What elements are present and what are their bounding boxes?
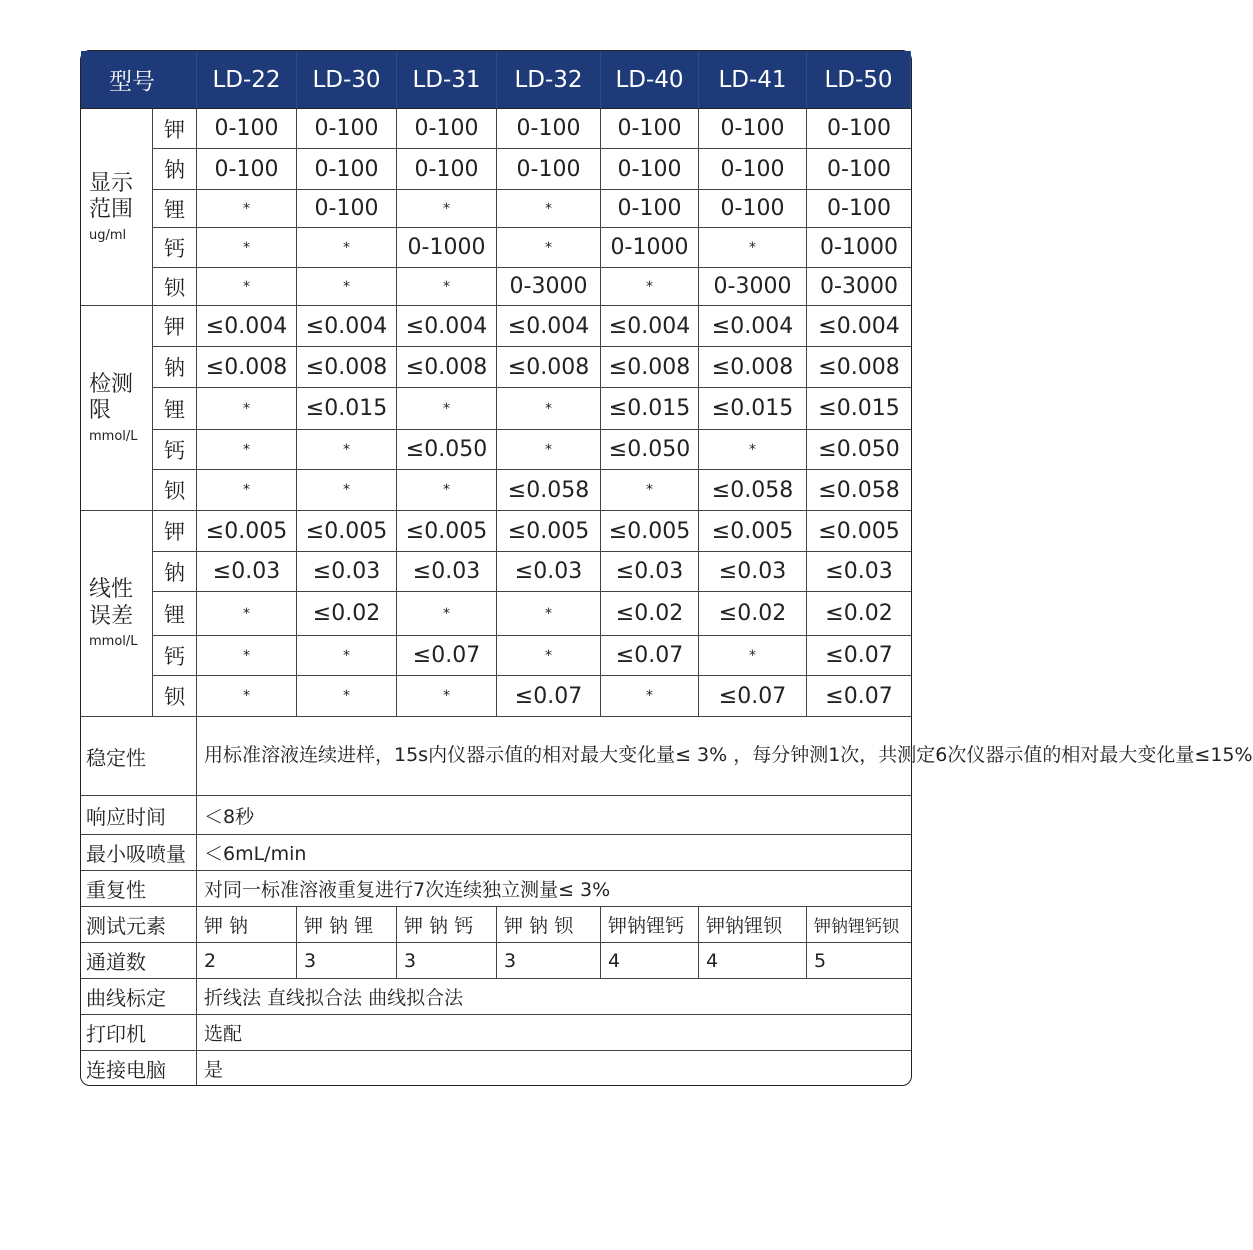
model-header: LD-41 — [699, 51, 807, 109]
spec-cell: 钾钠锂钡 — [699, 907, 807, 943]
element-label: 钙 — [153, 636, 197, 676]
spec-value: 对同一标准溶液重复进行7次连续独立测量≤ 3% — [197, 871, 911, 907]
group-unit: ug/ml — [89, 227, 127, 243]
value-cell: ≤0.02 — [297, 592, 397, 636]
table-row — [81, 228, 911, 268]
value-cell: ≤0.004 — [497, 306, 601, 347]
value-cell: 0-100 — [699, 109, 807, 149]
value-cell: ≤0.008 — [699, 347, 807, 388]
spec-row-pc-connection — [81, 1051, 911, 1085]
spec-cell: 钾钠锂钙 — [601, 907, 699, 943]
spec-value: ＜8秒 — [197, 796, 911, 835]
spec-cell: 钾 钠 钙 — [397, 907, 497, 943]
table-row — [81, 511, 911, 552]
value-cell: ≤0.008 — [601, 347, 699, 388]
value-cell: ≤0.03 — [601, 552, 699, 592]
value-cell: * — [397, 388, 497, 430]
model-header: LD-32 — [497, 51, 601, 109]
value-cell: * — [197, 228, 297, 268]
value-cell: ≤0.058 — [699, 470, 807, 511]
value-cell: ≤0.07 — [397, 636, 497, 676]
spec-value: 用标准溶液连续进样，15s内仪器示值的相对最大变化量≤ 3% ，每分钟测1次，共测定6次仪器示值的相对最大变化量≤15% — [197, 717, 911, 796]
group-title: 限 — [89, 398, 112, 424]
value-cell: * — [197, 592, 297, 636]
value-cell: ≤0.015 — [297, 388, 397, 430]
value-cell: 0-100 — [601, 149, 699, 190]
value-cell: ≤0.005 — [297, 511, 397, 552]
value-cell: * — [699, 228, 807, 268]
value-cell: ≤0.008 — [497, 347, 601, 388]
value-cell: * — [297, 470, 397, 511]
value-cell: * — [601, 268, 699, 306]
value-cell: * — [297, 430, 397, 470]
value-cell: ≤0.050 — [807, 430, 911, 470]
group-title: 范围 — [89, 197, 134, 223]
value-cell: 0-100 — [699, 149, 807, 190]
table-row — [81, 268, 911, 306]
value-cell: 0-100 — [497, 149, 601, 190]
value-cell: 0-100 — [699, 190, 807, 228]
value-cell: ≤0.07 — [807, 676, 911, 717]
value-cell: 0-100 — [397, 149, 497, 190]
table-row — [81, 592, 911, 636]
model-header: LD-40 — [601, 51, 699, 109]
spec-value: 折线法 直线拟合法 曲线拟合法 — [197, 979, 911, 1015]
element-label: 钙 — [153, 430, 197, 470]
group-unit: mmol/L — [89, 428, 138, 444]
spec-cell: 钾 钠 钡 — [497, 907, 601, 943]
spec-row-curve-calibration — [81, 979, 911, 1015]
value-cell: 0-100 — [807, 149, 911, 190]
spec-cell: 5 — [807, 943, 911, 979]
value-cell: * — [297, 636, 397, 676]
spec-cell: 2 — [197, 943, 297, 979]
spec-label: 连接电脑 — [81, 1051, 197, 1085]
value-cell: 0-100 — [297, 190, 397, 228]
value-cell: * — [397, 470, 497, 511]
value-cell: * — [197, 268, 297, 306]
value-cell: ≤0.015 — [699, 388, 807, 430]
value-cell: * — [601, 676, 699, 717]
value-cell: ≤0.008 — [397, 347, 497, 388]
spec-label: 通道数 — [81, 943, 197, 979]
value-cell: * — [699, 430, 807, 470]
value-cell: ≤0.008 — [297, 347, 397, 388]
value-cell: * — [297, 268, 397, 306]
value-cell: ≤0.005 — [497, 511, 601, 552]
value-cell: * — [297, 228, 397, 268]
value-cell: * — [297, 676, 397, 717]
spec-label: 测试元素 — [81, 907, 197, 943]
spec-label: 曲线标定 — [81, 979, 197, 1015]
value-cell: 0-100 — [197, 109, 297, 149]
spec-cell: 3 — [297, 943, 397, 979]
group-title: 检测 — [89, 371, 134, 397]
value-cell: 0-1000 — [601, 228, 699, 268]
table-row — [81, 388, 911, 430]
element-label: 锂 — [153, 388, 197, 430]
element-label: 锂 — [153, 592, 197, 636]
value-cell: 0-1000 — [397, 228, 497, 268]
value-cell: * — [497, 592, 601, 636]
spec-value: 选配 — [197, 1015, 911, 1051]
model-header: LD-22 — [197, 51, 297, 109]
value-cell: * — [397, 190, 497, 228]
value-cell: ≤0.03 — [397, 552, 497, 592]
spec-label: 稳定性 — [81, 717, 197, 796]
value-cell: * — [197, 388, 297, 430]
value-cell: ≤0.004 — [197, 306, 297, 347]
value-cell: 0-100 — [807, 190, 911, 228]
value-cell: ≤0.005 — [699, 511, 807, 552]
element-label: 钡 — [153, 268, 197, 306]
table-row — [81, 149, 911, 190]
value-cell: ≤0.004 — [601, 306, 699, 347]
value-cell: * — [197, 636, 297, 676]
spec-cell: 钾钠锂钙钡 — [807, 907, 911, 943]
element-label: 锂 — [153, 190, 197, 228]
table-row — [81, 636, 911, 676]
value-cell: * — [397, 676, 497, 717]
value-cell: ≤0.008 — [197, 347, 297, 388]
value-cell: ≤0.008 — [807, 347, 911, 388]
model-header: LD-50 — [807, 51, 911, 109]
spec-row-stability — [81, 717, 911, 796]
value-cell: ≤0.07 — [601, 636, 699, 676]
value-cell: 0-100 — [807, 109, 911, 149]
spec-row-channels — [81, 943, 911, 979]
value-cell: 0-3000 — [497, 268, 601, 306]
table-row — [81, 347, 911, 388]
table-row — [81, 552, 911, 592]
group-title: 线性 — [89, 577, 134, 603]
value-cell: * — [197, 470, 297, 511]
group-label — [81, 109, 153, 306]
spec-table — [80, 50, 1253, 1086]
spec-row-test-elements — [81, 907, 911, 943]
value-cell: ≤0.050 — [601, 430, 699, 470]
value-cell: ≤0.07 — [699, 676, 807, 717]
value-cell: ≤0.02 — [601, 592, 699, 636]
value-cell: * — [197, 430, 297, 470]
spec-label: 响应时间 — [81, 796, 197, 835]
table-row — [81, 470, 911, 511]
value-cell: 0-1000 — [807, 228, 911, 268]
group-label — [81, 511, 153, 717]
value-cell: 0-100 — [601, 109, 699, 149]
value-cell: ≤0.050 — [397, 430, 497, 470]
spec-row-repeatability — [81, 871, 911, 907]
table-row — [81, 676, 911, 717]
element-label: 钾 — [153, 511, 197, 552]
value-cell: ≤0.03 — [807, 552, 911, 592]
value-cell: ≤0.03 — [197, 552, 297, 592]
element-label: 钾 — [153, 109, 197, 149]
spec-cell: 钾 钠 锂 — [297, 907, 397, 943]
value-cell: * — [601, 470, 699, 511]
spec-cell: 4 — [601, 943, 699, 979]
spec-value: 是 — [204, 1058, 224, 1081]
group-title: 误差 — [89, 603, 134, 629]
table-row — [81, 109, 911, 149]
element-label: 钙 — [153, 228, 197, 268]
value-cell: * — [497, 228, 601, 268]
spec-cell: 4 — [699, 943, 807, 979]
value-cell: 0-100 — [297, 109, 397, 149]
value-cell: ≤0.015 — [807, 388, 911, 430]
value-cell: ≤0.058 — [497, 470, 601, 511]
spec-label: 重复性 — [81, 871, 197, 907]
element-label: 钠 — [153, 149, 197, 190]
value-cell: ≤0.03 — [497, 552, 601, 592]
table-row — [81, 430, 911, 470]
value-cell: * — [497, 190, 601, 228]
value-cell: ≤0.004 — [699, 306, 807, 347]
value-cell: ≤0.02 — [699, 592, 807, 636]
value-cell: * — [497, 636, 601, 676]
model-header: LD-31 — [397, 51, 497, 109]
value-cell: 0-100 — [601, 190, 699, 228]
value-cell: * — [397, 592, 497, 636]
spec-row-min-suction — [81, 835, 911, 871]
model-header: LD-30 — [297, 51, 397, 109]
value-cell: ≤0.07 — [497, 676, 601, 717]
element-label: 钡 — [153, 470, 197, 511]
value-cell: * — [497, 388, 601, 430]
value-cell: ≤0.005 — [807, 511, 911, 552]
value-cell: * — [197, 676, 297, 717]
value-cell: 0-100 — [197, 149, 297, 190]
element-label: 钠 — [153, 552, 197, 592]
element-label: 钾 — [153, 306, 197, 347]
value-cell: 0-3000 — [699, 268, 807, 306]
value-cell: ≤0.005 — [197, 511, 297, 552]
value-cell: * — [197, 190, 297, 228]
table-row — [81, 190, 911, 228]
value-cell: ≤0.005 — [601, 511, 699, 552]
value-cell: ≤0.03 — [297, 552, 397, 592]
spec-row-printer — [81, 1015, 911, 1051]
spec-label: 最小吸喷量 — [81, 835, 197, 871]
spec-label: 打印机 — [81, 1015, 197, 1051]
value-cell: 0-100 — [397, 109, 497, 149]
element-label: 钠 — [153, 347, 197, 388]
value-cell: 0-3000 — [807, 268, 911, 306]
value-cell: ≤0.015 — [601, 388, 699, 430]
value-cell: ≤0.02 — [807, 592, 911, 636]
element-label: 钡 — [153, 676, 197, 717]
group-label — [81, 306, 153, 511]
value-cell: * — [699, 636, 807, 676]
value-cell: ≤0.005 — [397, 511, 497, 552]
value-cell: * — [397, 268, 497, 306]
value-cell: * — [497, 430, 601, 470]
value-cell: ≤0.058 — [807, 470, 911, 511]
value-cell: ≤0.07 — [807, 636, 911, 676]
spec-cell: 3 — [397, 943, 497, 979]
spec-cell: 3 — [497, 943, 601, 979]
type-header: 型号 — [81, 51, 197, 109]
spec-value: ＜6mL/min — [197, 835, 911, 871]
value-cell: ≤0.004 — [807, 306, 911, 347]
value-cell: ≤0.004 — [397, 306, 497, 347]
group-unit: mmol/L — [89, 634, 138, 650]
spec-cell: 钾 钠 — [197, 907, 297, 943]
table-body — [81, 51, 1253, 1085]
table-row — [81, 306, 911, 347]
value-cell: 0-100 — [497, 109, 601, 149]
value-cell: ≤0.004 — [297, 306, 397, 347]
value-cell: 0-100 — [297, 149, 397, 190]
group-title: 显示 — [89, 170, 134, 196]
value-cell: ≤0.03 — [699, 552, 807, 592]
spec-row-response-time — [81, 796, 911, 835]
header-row — [81, 51, 911, 109]
